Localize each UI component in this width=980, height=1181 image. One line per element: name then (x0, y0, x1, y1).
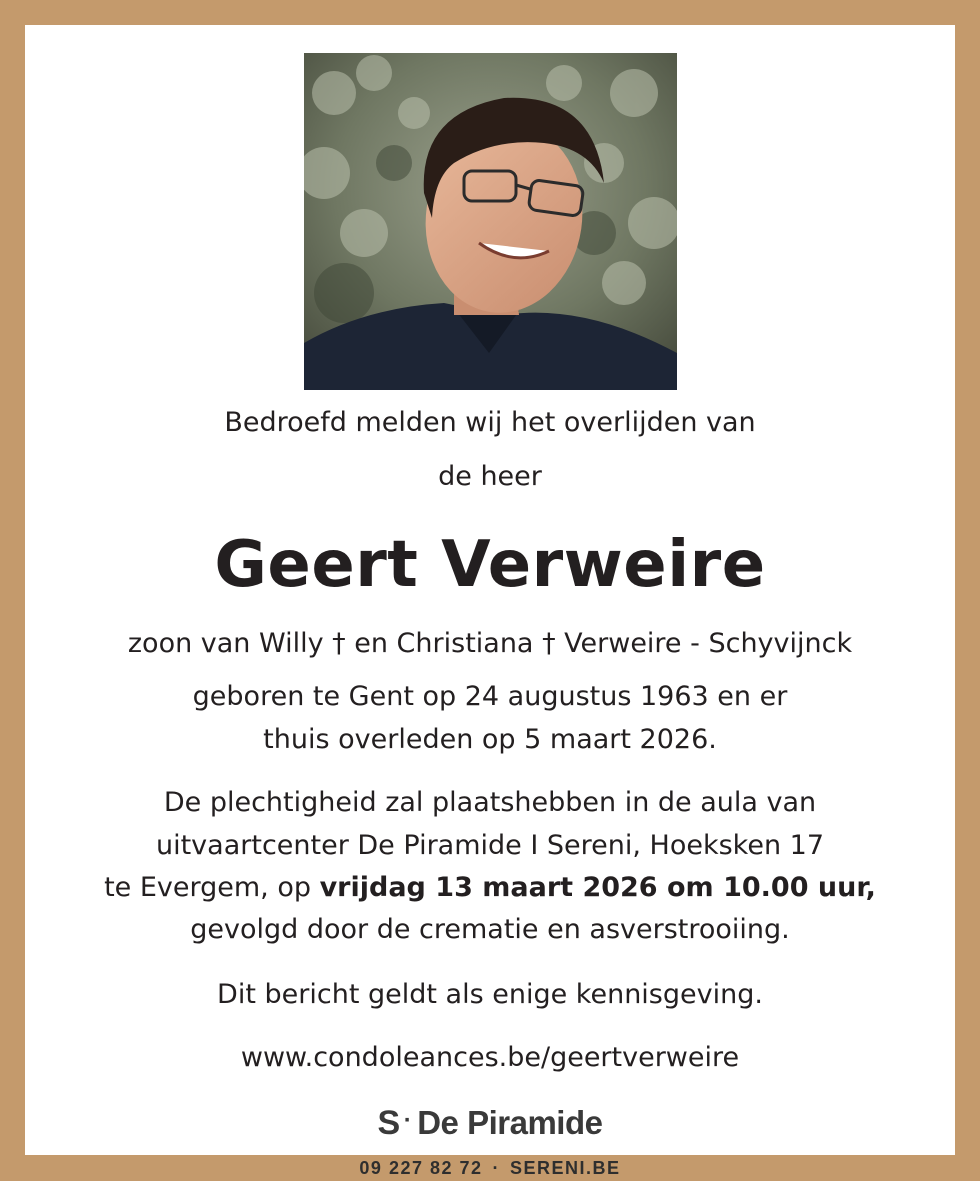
notice-line: Dit bericht geldt als enige kennisgeving. (217, 979, 763, 1010)
de-piramide-logo (0, 1101, 980, 1143)
ceremony-date-time: vrijdag 13 maart 2026 om 10.00 uur, (319, 872, 876, 903)
logo-text: De Piramide (417, 1104, 603, 1141)
condolence-website[interactable]: www.condoleances.be/geertverweire (240, 1042, 740, 1073)
birth-line-1: geboren te Gent op 24 augustus 1963 en er (192, 681, 788, 712)
parents-line: zoon van Willy † en Christiana † Verweire - Schyvijnck (127, 628, 853, 659)
intro-line-1: Bedroefd melden wij het overlijden van (224, 407, 756, 438)
ceremony-line-4: gevolgd door de crematie en asverstrooiing. (190, 914, 790, 945)
ceremony-line-1: De plechtigheid zal plaatshebben in de aula van (163, 787, 817, 818)
intro-line-2: de heer (438, 461, 542, 492)
birth-line-2: thuis overleden op 5 maart 2026. (263, 724, 717, 755)
footer-separator: · (492, 1158, 501, 1178)
logo-dot: · (403, 1107, 412, 1134)
footer-bar (0, 1156, 980, 1181)
ceremony-line-3-prefix: te Evergem, op (104, 872, 320, 903)
ceremony-line-3 (0, 871, 980, 905)
footer-phone[interactable]: 09 227 82 72 (359, 1158, 483, 1178)
deceased-name: Geert Verweire (214, 528, 766, 602)
sereni-logo-mark: S (377, 1104, 400, 1142)
footer-site[interactable]: SERENI.BE (510, 1158, 621, 1178)
portrait-photo (304, 53, 677, 390)
ceremony-line-2: uitvaartcenter De Piramide I Sereni, Hoeksken 17 (155, 830, 825, 861)
